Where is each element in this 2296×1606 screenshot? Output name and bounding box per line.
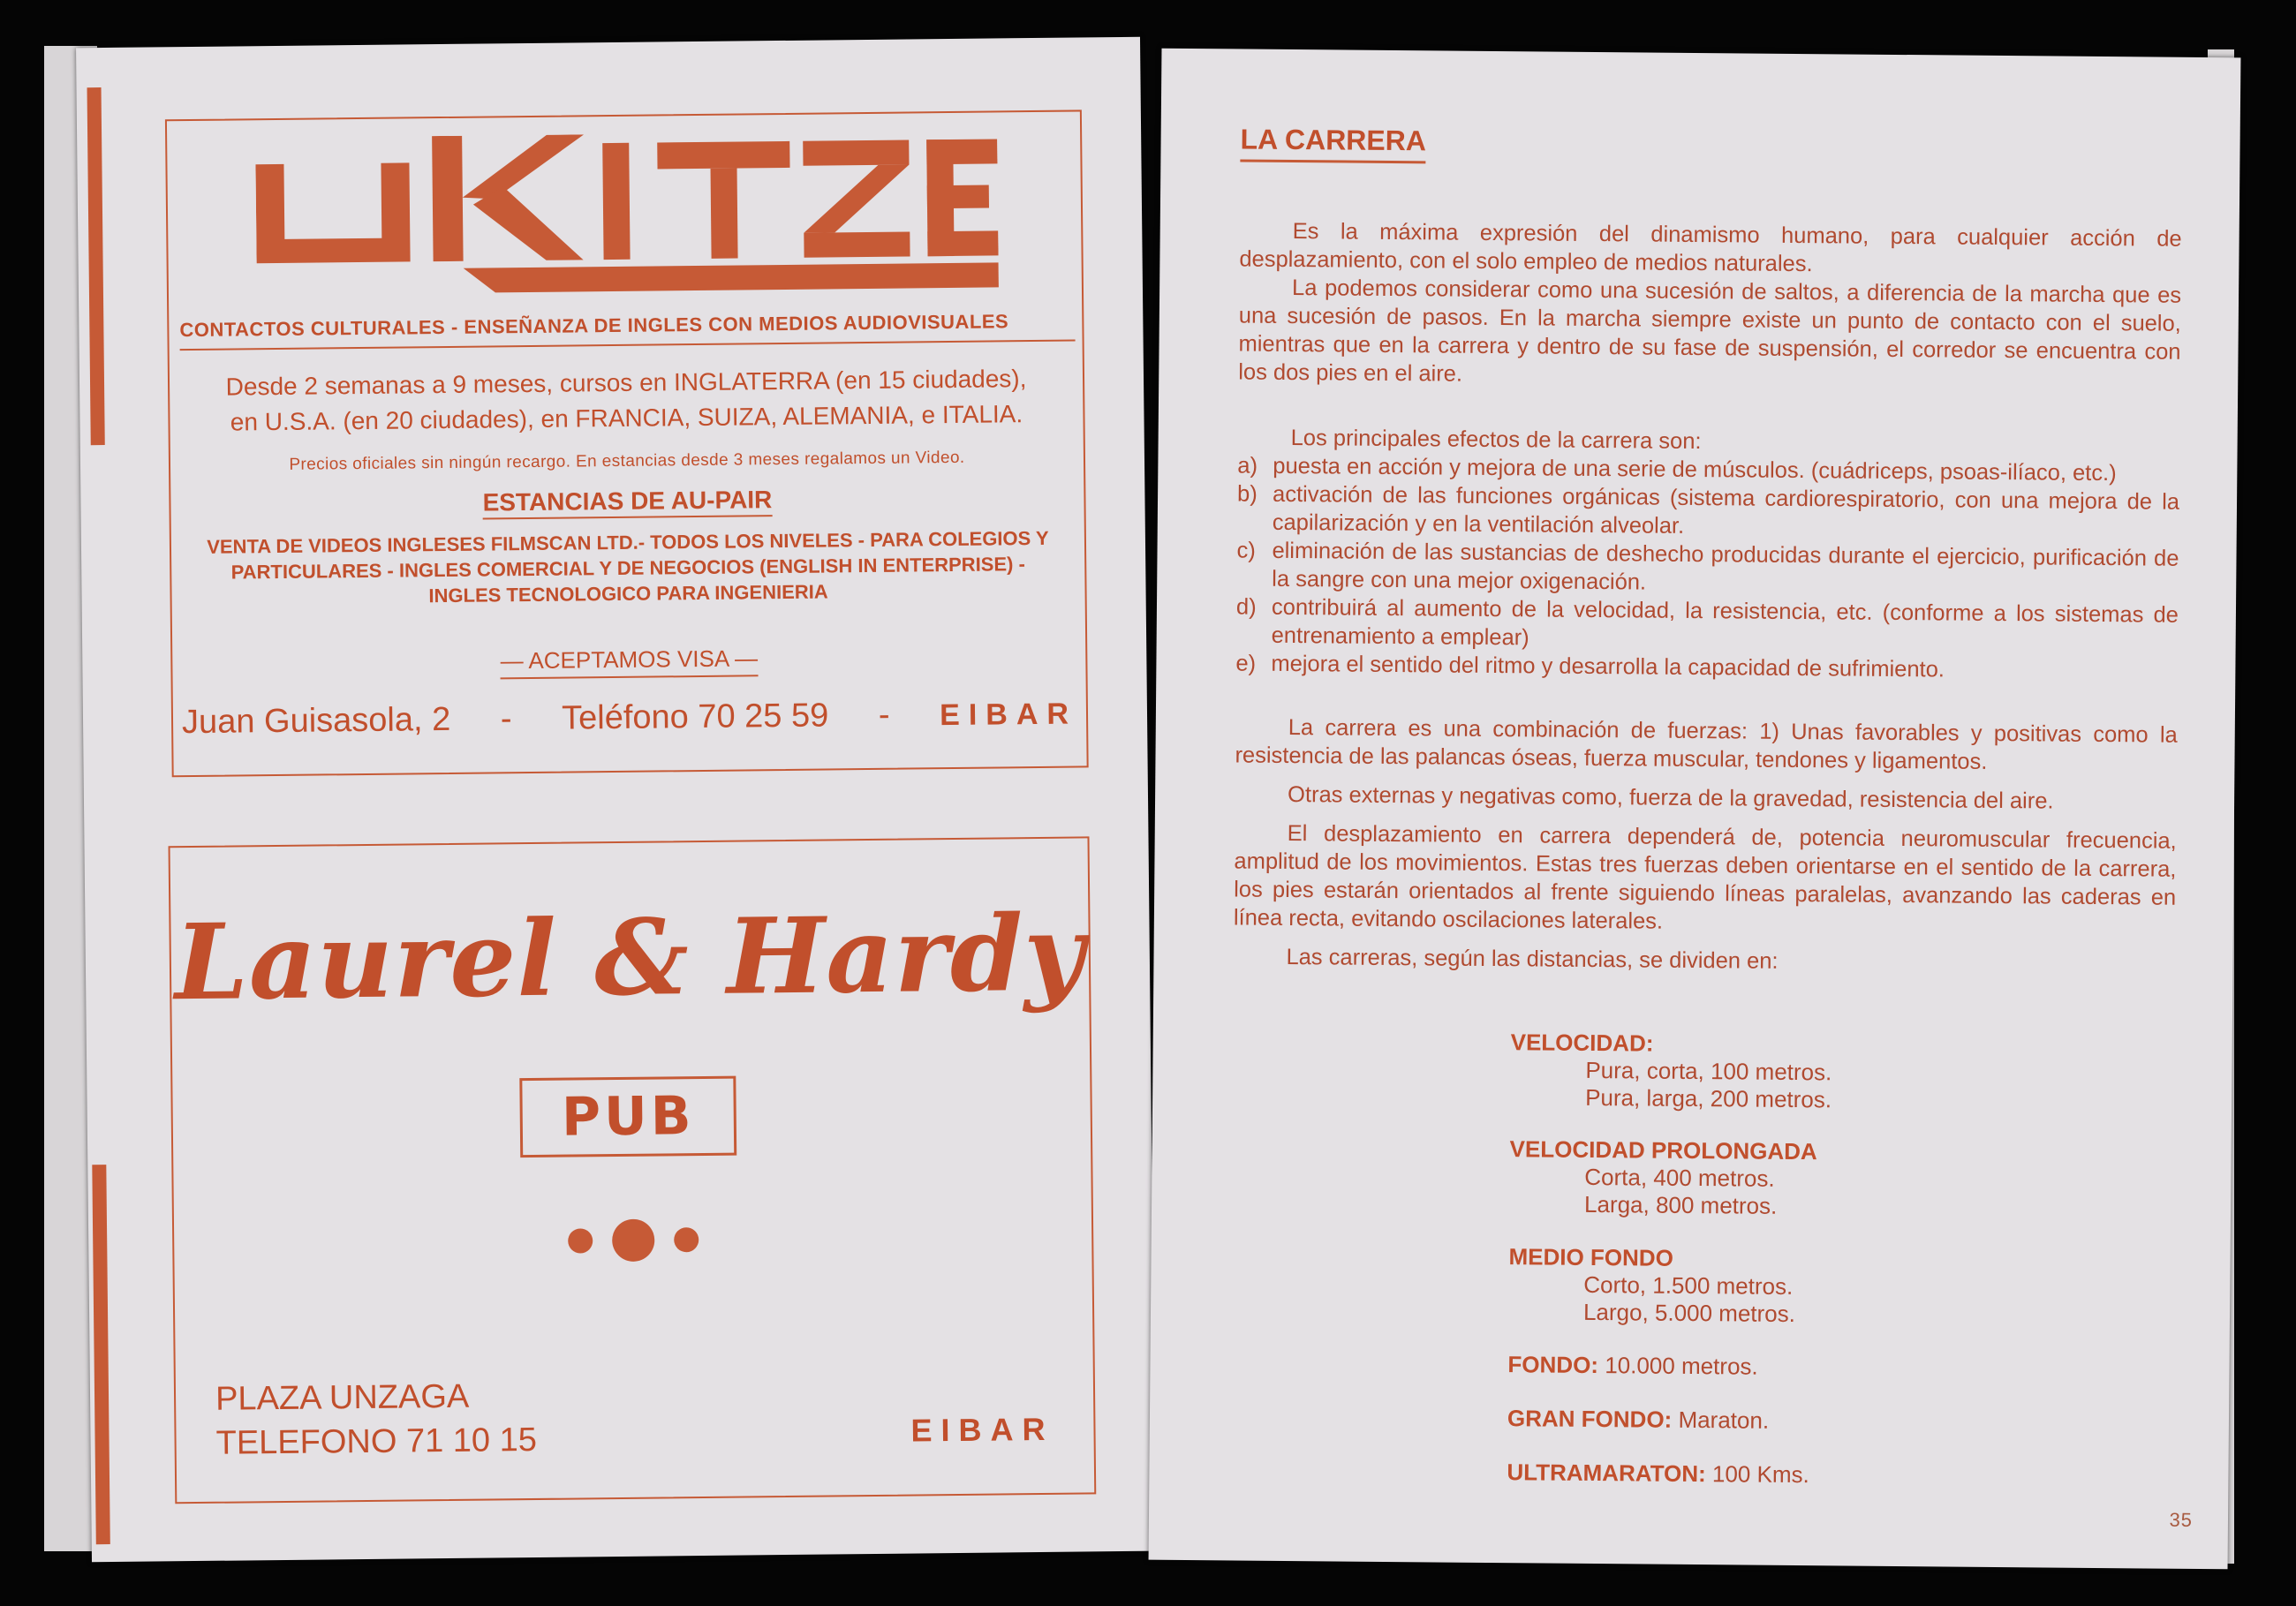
paragraph-1: Es la máxima expresión del dinamismo humano, para cualquier acción de desplazamiento, con el solo empleo de medios naturales. [1239,219,2182,277]
effect-text: puesta en acción y mejora de una serie de músculos. (cuádriceps, psoas-ilíaco, etc.) [1273,453,2117,486]
page-number: 35 [2169,1508,2194,1531]
distance-item: Corto, 1.500 metros. [1583,1270,1794,1300]
effect-marker: d) [1235,594,1257,620]
color-tab-top [87,87,105,445]
laurel-address: PLAZA UNZAGA [215,1377,470,1418]
effect-text: activación de las funciones orgánicas (sistema cardiorespiratorio, con una mejora de la capilarización y en la ventilación alveolar. [1272,481,2180,539]
effect-marker: e) [1235,651,1257,676]
paragraph-3: La carrera es una combinación de fuerzas: 1) Unas favorables y positivas como la resistencia de las palancas óseas, fuerza muscular, tendones y ligamentos. [1235,714,2178,774]
laurel-city: EIBAR [910,1410,1054,1449]
distance-fondo [1507,1351,1757,1380]
distance-gran-fondo [1507,1405,1769,1435]
ukitze-phone: Teléfono 70 25 59 [561,697,829,737]
distance-velocidad-prolongada [1509,1135,1817,1220]
ukitze-city: EIBAR [939,697,1078,733]
laurel-contact [215,1374,537,1466]
laurel-hardy-advertisement [169,836,1097,1504]
effect-text: contribuirá al aumento de la velocidad, la resistencia, etc. (conforme a los sistemas de entrenamiento a emplear) [1271,594,2179,651]
paragraph-2: La podemos considerar como una sucesión de saltos, a diferencia de la marcha que es una sucesión de pasos. En la marcha siempre existe un punto de contacto con el suelo, mientras que en la carrera y dentro de su fase de suspensión, el corredor se encuentra con los dos pies en el aire. [1238,275,2182,387]
article-intro [1238,216,2182,394]
pub-badge [519,1076,736,1158]
visa-notice [172,641,1085,678]
distance-heading: GRAN FONDO: [1507,1405,1673,1433]
separator-1: - [500,700,512,738]
distance-heading: ULTRAMARATON: [1507,1459,1706,1488]
distance-item: Pura, corta, 100 metros. [1585,1056,1832,1086]
effect-item [1236,592,2179,657]
distance-value: 10.000 metros. [1605,1352,1758,1380]
ukitze-tagline: CONTACTOS CULTURALES - ENSEÑANZA DE INGLES CON MEDIOS AUDIOVISUALES [179,310,1075,351]
effect-text: eliminación de las sustancias de deshecho producidas durante el ejercicio, purificación de la sangre con una mejor oxigenación. [1272,538,2179,595]
courses-line-2: en U.S.A. (en 20 ciudades), en FRANCIA, SUIZA, ALEMANIA, e ITALIA. [230,400,1023,436]
effect-item [1237,479,2180,544]
distance-item: Larga, 800 metros. [1583,1190,1778,1219]
pub-label: PUB [561,1085,695,1149]
effect-text: mejora el sentido del ritmo y desarrolla la capacidad de sufrimiento. [1271,651,1945,682]
distance-item: Pura, larga, 200 metros. [1585,1083,1832,1113]
distance-heading: FONDO: [1507,1351,1599,1379]
visa-text: — ACEPTAMOS VISA — [501,645,759,679]
paragraph-5: El desplazamiento en carrera dependerá de, potencia neuromuscular frecuencia, amplitud de los movimientos. Estas tres fuerzas deben orientarse en el sentido de la carrera, los pies estarán orientados al frente siguiendo líneas paralelas, avanzando las caderas en línea recta, evitando oscilaciones laterales. [1233,820,2177,934]
paragraph-4: Otras externas y negativas como, fuerza de la gravedad, resistencia del aire. [1288,781,2054,814]
effect-marker: c) [1236,538,1256,563]
courses-line-1: Desde 2 semanas a 9 meses, cursos en INGLATERRA (en 15 ciudades), [225,365,1027,401]
separator-2: - [878,696,890,734]
dots-ornament-icon [563,1213,705,1268]
distance-heading: VELOCIDAD PROLONGADA [1509,1135,1817,1165]
distance-item: Largo, 5.000 metros. [1582,1298,1796,1328]
distance-heading: MEDIO FONDO [1508,1243,1674,1271]
distance-medio-fondo [1508,1243,1796,1328]
laurel-phone: TELEFONO 71 10 15 [215,1421,538,1462]
distance-heading: VELOCIDAD: [1510,1029,1654,1057]
right-page [1149,49,2241,1570]
forces-section [1233,713,2178,978]
ukitze-address: Juan Guisasola, 2 [181,700,451,742]
paragraph-6: Las carreras, según las distancias, se dividen en: [1286,944,1779,974]
color-tab-bottom [92,1165,110,1544]
effect-marker: a) [1237,453,1258,479]
effect-marker: b) [1236,481,1258,507]
distance-value: 100 Kms. [1711,1460,1809,1489]
au-pair-text: ESTANCIAS DE AU-PAIR [482,486,772,519]
effects-section [1235,423,2179,685]
distance-ultramaraton [1507,1459,1809,1489]
effects-intro: Los principales efectos de la carrera son: [1290,425,1702,455]
ukitze-logo-image [255,130,999,314]
distance-item: Corta, 400 metros. [1584,1163,1775,1192]
article-title: LA CARRERA [1240,123,1426,163]
distance-velocidad [1510,1029,1832,1113]
left-page [76,37,1156,1563]
effect-item [1236,536,2179,600]
laurel-hardy-logo: Laurel & Hardy [174,891,1086,1024]
ukitze-courses [187,361,1066,441]
ukitze-prices: Precios oficiales sin ningún recargo. En estancias desde 3 meses regalamos un Video. [289,448,965,474]
ukitze-advertisement [165,109,1089,777]
ukitze-services: VENTA DE VIDEOS INGLESES FILMSCAN LTD.- TODOS LOS NIVELES - PARA COLEGIOS Y PARTICULARES - INGLES COMERCIAL Y DE NEGOCIOS (ENGLISH IN ENTERPRISE) - INGLES TECNOLOGICO PARA INGENIERIA [207,526,1049,607]
ukitze-contact [182,695,1077,743]
effects-list [1235,451,2179,685]
au-pair-heading [170,482,1084,520]
distance-value: Maraton. [1678,1406,1770,1434]
